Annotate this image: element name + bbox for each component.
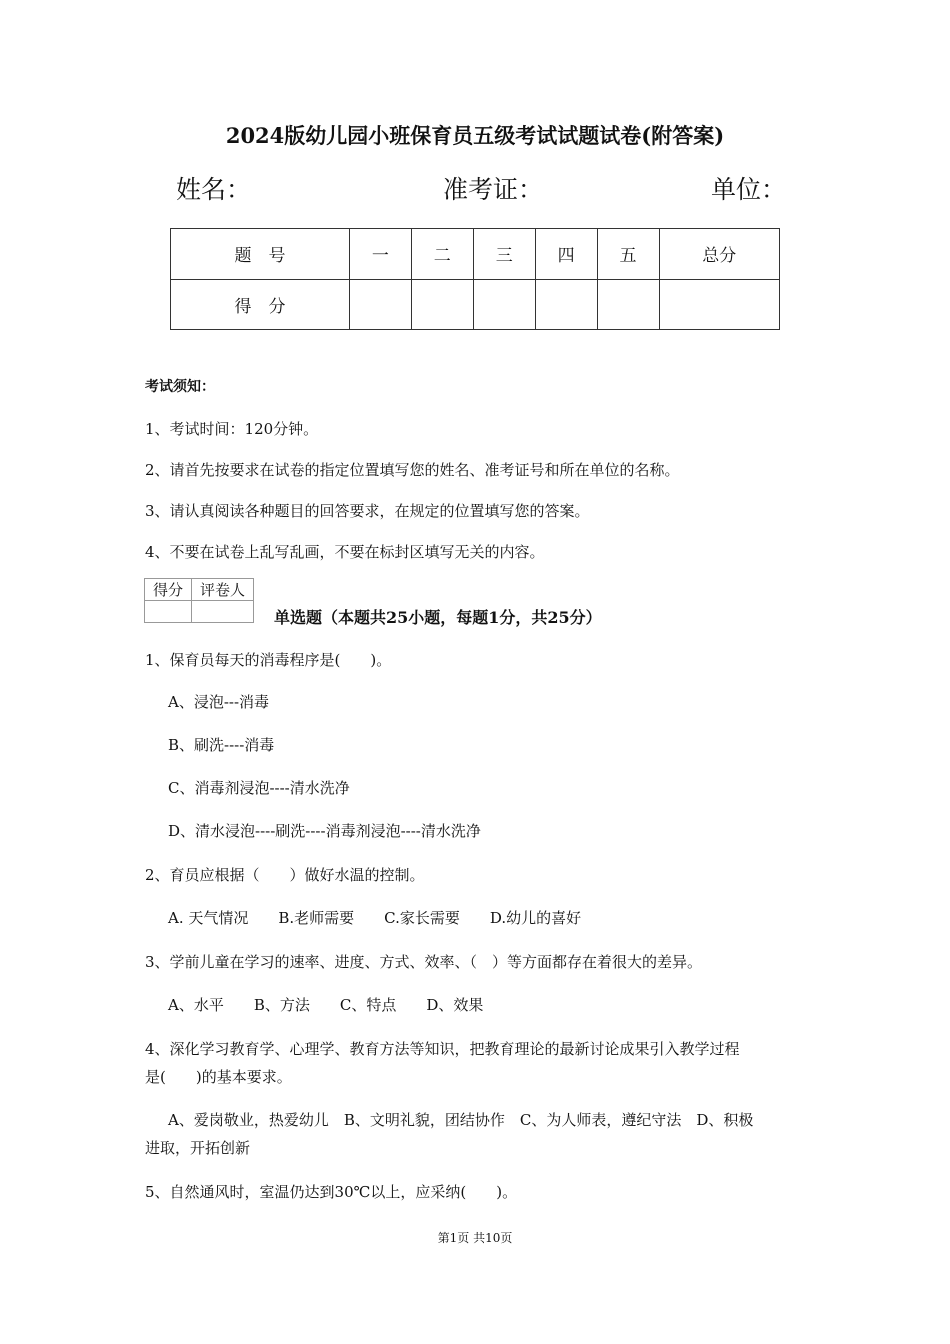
- score-table-header-2: 二: [411, 229, 473, 280]
- score-cell-4: [535, 279, 597, 330]
- question-4-options-line-1: A、爱岗敬业，热爱幼儿 B、文明礼貌，团结协作 C、为人师表，遵纪守法 D、积极: [168, 1111, 754, 1129]
- question-3-options: A、水平 B、方法 C、特点 D、效果: [168, 996, 484, 1014]
- score-cell-total: [659, 279, 779, 330]
- score-cell-1: [349, 279, 411, 330]
- score-cell-2: [411, 279, 473, 330]
- question-1-option-a: A、浸泡---消毒: [168, 693, 270, 711]
- score-table-header-4: 四: [535, 229, 597, 280]
- grader-box: [144, 578, 254, 623]
- exam-title: 2024版幼儿园小班保育员五级考试试题试卷(附答案): [225, 123, 725, 148]
- question-4-stem-line-1: 4、深化学习教育学、心理学、教育方法等知识，把教育理论的最新讨论成果引入教学过程: [145, 1040, 740, 1058]
- question-1-option-d: D、清水浸泡----刷洗----消毒剂浸泡----清水洗净: [168, 822, 481, 840]
- score-table-header-5: 五: [597, 229, 659, 280]
- score-table-header-3: 三: [473, 229, 535, 280]
- notice-item-4: 4、不要在试卷上乱写乱画，不要在标封区填写无关的内容。: [145, 543, 545, 561]
- question-4-options-line-2: 进取，开拓创新: [145, 1139, 251, 1157]
- question-3-stem: 3、学前儿童在学习的速率、进度、方式、效率、（ ）等方面都存在着很大的差异。: [145, 953, 703, 971]
- score-table-header-row: [171, 229, 780, 280]
- page-footer: 第1页 共10页: [437, 1231, 513, 1245]
- score-table-header-total: 总分: [659, 229, 779, 280]
- score-cell-3: [473, 279, 535, 330]
- question-2-stem: 2、育员应根据（ ）做好水温的控制。: [145, 866, 425, 884]
- question-1-option-c: C、消毒剂浸泡----清水洗净: [168, 779, 350, 797]
- question-2-options: A. 天气情况 B.老师需要 C.家长需要 D.幼儿的喜好: [168, 909, 582, 927]
- notice-item-3: 3、请认真阅读各种题目的回答要求，在规定的位置填写您的答案。: [145, 502, 590, 520]
- section-heading: 单选题（本题共25小题，每题1分，共25分）: [274, 608, 602, 627]
- unit-field-label: 单位：: [711, 175, 787, 204]
- notice-item-1: 1、考试时间：120分钟。: [145, 420, 319, 438]
- question-1-stem: 1、保育员每天的消毒程序是( )。: [145, 651, 392, 669]
- notice-heading: 考试须知：: [145, 379, 215, 395]
- exam-id-field-label: 准考证：: [443, 175, 544, 204]
- notice-item-2: 2、请首先按要求在试卷的指定位置填写您的姓名、准考证号和所在单位的名称。: [145, 461, 680, 479]
- score-table: [170, 228, 780, 330]
- grader-box-grader-label: 评卷人: [192, 579, 254, 601]
- name-field-label: 姓名：: [176, 175, 252, 204]
- grader-box-grader-cell: [192, 601, 254, 623]
- score-cell-5: [597, 279, 659, 330]
- question-1-option-b: B、刷洗----消毒: [168, 736, 275, 754]
- question-5-stem: 5、自然通风时，室温仍达到30℃以上，应采纳( )。: [145, 1183, 518, 1201]
- score-table-header-1: 一: [349, 229, 411, 280]
- question-4-stem-line-2: 是( )的基本要求。: [145, 1068, 292, 1086]
- grader-box-score-cell: [145, 601, 192, 623]
- score-table-header-label: 题 号: [171, 229, 350, 280]
- score-table-score-row: [171, 279, 780, 330]
- score-table-row-label: 得 分: [171, 279, 350, 330]
- grader-box-score-label: 得分: [145, 579, 192, 601]
